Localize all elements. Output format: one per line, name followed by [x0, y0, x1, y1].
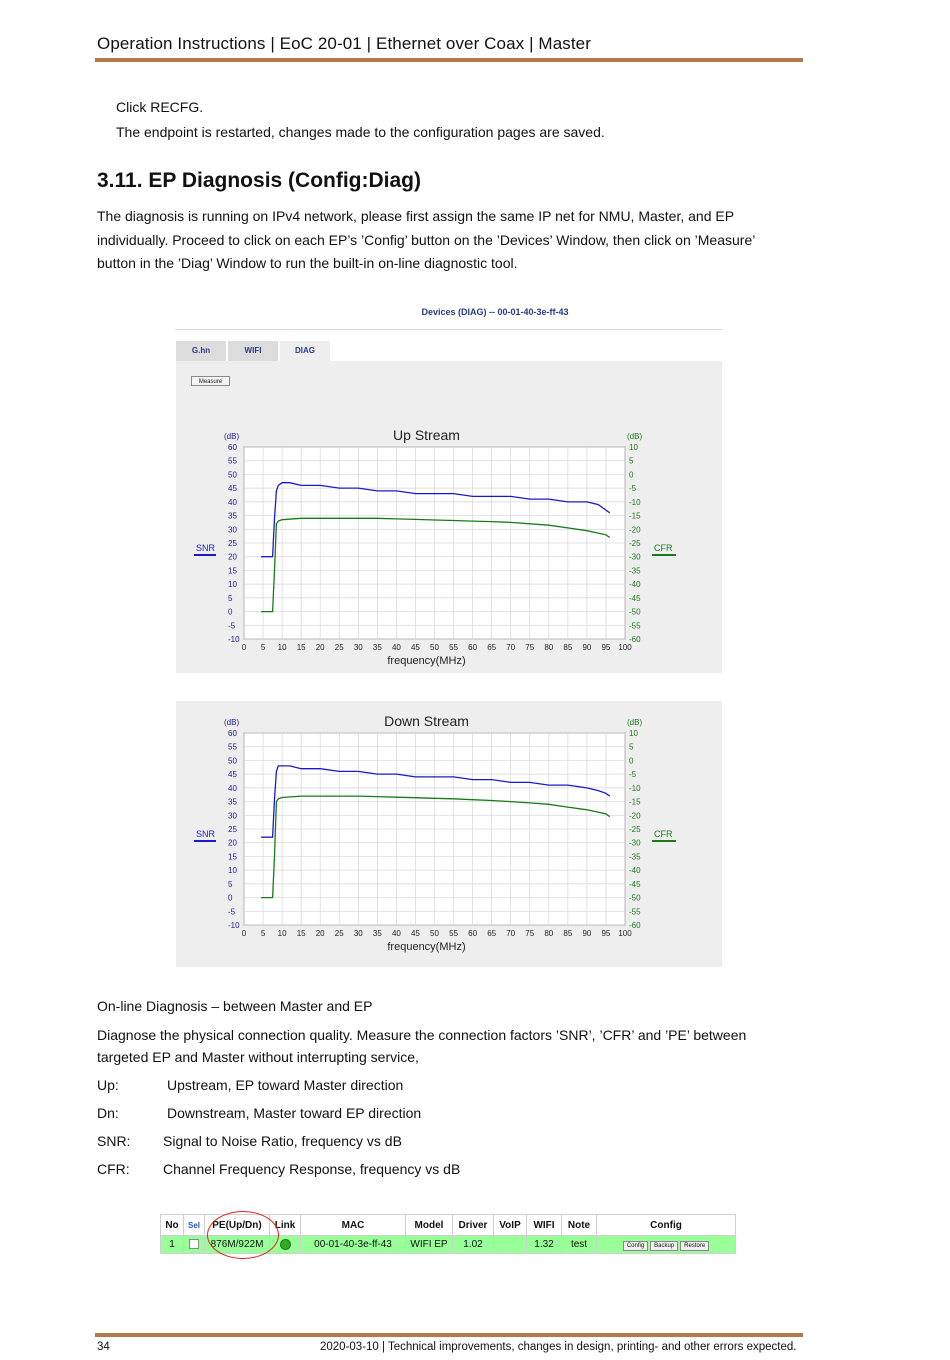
table-row[interactable]	[161, 1236, 736, 1254]
cell-link	[270, 1236, 301, 1254]
y-left-unit: (dB)	[224, 432, 240, 441]
y-left-tick-label: 25	[228, 539, 237, 548]
cell-mac: 00-01-40-3e-ff-43	[301, 1236, 406, 1254]
definition-term: Up:	[97, 1077, 119, 1093]
x-tick-label: 10	[277, 929, 287, 938]
x-tick-label: 85	[563, 929, 573, 938]
y-left-tick-label: 35	[228, 797, 237, 807]
col-note: Note	[562, 1215, 597, 1236]
x-tick-label: 0	[241, 929, 247, 938]
cell-config	[597, 1236, 736, 1254]
tab-diag[interactable]: DIAG	[280, 341, 330, 361]
definition-desc: Downstream, Master toward EP direction	[167, 1105, 422, 1121]
online-diagnosis-subtitle: On-line Diagnosis – between Master and EP	[97, 998, 373, 1014]
y-right-tick-label: -10	[629, 783, 641, 793]
cell-driver: 1.02	[453, 1236, 494, 1254]
diagnose-paragraph: Diagnose the physical connection quality. Measure the connection factors ’SNR’, ’CFR’ and ’PE’ between targeted EP and Master without interrupting service,	[97, 1027, 747, 1065]
col-pe: PE(Up/Dn)	[205, 1215, 270, 1236]
y-left-tick-label: -5	[228, 621, 236, 631]
y-left-tick-label: 35	[228, 511, 237, 521]
y-left-tick-label: 40	[228, 497, 237, 507]
section-paragraph: The diagnosis is running on IPv4 network, please first assign the same IP net for NMU, Master, and EP individually. Proceed to click on each EP’s ’Config’ button on the ’Devices’ Window, then click on ’Measure’ button in the ’Diag’ Window to run the built-in on-line diagnostic tool.	[97, 208, 755, 271]
y-right-tick-label: -60	[629, 921, 641, 930]
cell-no: 1	[161, 1236, 184, 1254]
x-tick-label: 50	[430, 929, 439, 938]
device-table	[160, 1214, 736, 1254]
col-sel: Sel	[184, 1215, 205, 1236]
definition-dn	[97, 1105, 697, 1125]
table-header-row	[161, 1215, 736, 1236]
select-checkbox[interactable]	[189, 1239, 199, 1249]
y-left-tick-label: 0	[228, 893, 233, 903]
y-left-tick-label: 15	[228, 566, 237, 576]
restore-button[interactable]: Restore	[680, 1241, 709, 1251]
x-tick-label: 35	[372, 643, 382, 652]
devices-tab-bar	[176, 341, 722, 361]
col-mac: MAC	[301, 1215, 406, 1236]
chart-title: Down Stream	[384, 713, 469, 729]
y-right-tick-label: -15	[629, 797, 641, 807]
x-tick-label: 100	[618, 643, 632, 652]
y-right-tick-label: 10	[629, 443, 638, 452]
legend-cfr-label: CFR	[654, 543, 673, 553]
legend-snr-label: SNR	[196, 829, 216, 839]
y-left-tick-label: 20	[228, 552, 237, 562]
downstream-chart	[176, 706, 722, 967]
devices-window-title: Devices (DIAG) -- 00-01-40-3e-ff-43	[421, 307, 569, 317]
y-right-tick-label: 0	[629, 756, 634, 766]
y-left-tick-label: 5	[228, 593, 233, 603]
x-tick-label: 55	[449, 643, 459, 652]
page-number: 34	[97, 1341, 110, 1353]
y-right-tick-label: -40	[629, 580, 641, 590]
x-tick-label: 20	[315, 643, 325, 652]
y-left-tick-label: -10	[228, 921, 240, 930]
x-tick-label: 45	[410, 929, 420, 938]
y-right-tick-label: -25	[629, 539, 641, 548]
y-right-tick-label: -50	[629, 607, 641, 617]
y-right-tick-label: -45	[629, 879, 641, 889]
cell-wifi: 1.32	[527, 1236, 562, 1254]
y-left-tick-label: 55	[228, 742, 237, 752]
y-right-tick-label: -35	[629, 566, 641, 576]
col-driver: Driver	[453, 1215, 494, 1236]
y-right-tick-label: -5	[629, 484, 637, 494]
y-left-tick-label: 30	[228, 811, 237, 821]
intro-line-2: The endpoint is restarted, changes made to the configuration pages are saved.	[116, 124, 605, 140]
x-tick-label: 55	[449, 929, 459, 938]
x-tick-label: 30	[353, 929, 363, 938]
x-tick-label: 65	[487, 929, 497, 938]
measure-button[interactable]: Measure	[191, 376, 230, 386]
y-right-tick-label: -10	[629, 497, 641, 507]
x-tick-label: 0	[241, 643, 247, 652]
y-right-tick-label: -30	[629, 838, 641, 848]
col-wifi: WIFI	[527, 1215, 562, 1236]
y-left-tick-label: 45	[228, 484, 237, 494]
x-tick-label: 75	[525, 929, 535, 938]
x-tick-label: 90	[582, 929, 592, 938]
y-left-unit: (dB)	[224, 718, 240, 727]
x-tick-label: 60	[468, 929, 478, 938]
y-right-unit: (dB)	[627, 718, 643, 727]
y-right-tick-label: -20	[629, 811, 641, 821]
x-axis-label: frequency(MHz)	[387, 941, 466, 953]
definition-snr	[97, 1133, 697, 1153]
x-tick-label: 50	[430, 643, 439, 652]
x-tick-label: 40	[391, 643, 401, 652]
y-right-tick-label: 0	[629, 470, 634, 480]
y-left-tick-label: 60	[228, 443, 237, 452]
x-tick-label: 100	[618, 929, 632, 938]
cell-note: test	[562, 1236, 597, 1254]
y-left-tick-label: 50	[228, 470, 237, 480]
y-right-tick-label: -55	[629, 621, 641, 631]
y-right-tick-label: -30	[629, 552, 641, 562]
y-left-tick-label: 10	[228, 866, 237, 876]
y-right-tick-label: 5	[629, 742, 634, 752]
upstream-chart	[176, 420, 722, 673]
y-right-tick-label: -15	[629, 511, 641, 521]
col-config: Config	[597, 1215, 736, 1236]
y-left-tick-label: 15	[228, 852, 237, 862]
footer-rule	[95, 1333, 803, 1337]
x-tick-label: 15	[296, 929, 306, 938]
legend-snr-label: SNR	[196, 543, 216, 553]
y-left-tick-label: 30	[228, 525, 237, 535]
y-left-tick-label: 5	[228, 879, 233, 889]
y-right-tick-label: -60	[629, 635, 641, 644]
y-left-tick-label: 10	[228, 580, 237, 590]
y-left-tick-label: 20	[228, 838, 237, 848]
y-right-tick-label: -40	[629, 866, 641, 876]
cell-sel	[184, 1236, 205, 1254]
y-right-tick-label: -35	[629, 852, 641, 862]
y-right-tick-label: -45	[629, 593, 641, 603]
x-tick-label: 80	[544, 643, 554, 652]
x-tick-label: 25	[334, 929, 344, 938]
definition-term: Dn:	[97, 1105, 119, 1121]
link-status-icon	[280, 1239, 291, 1250]
definition-desc: Channel Frequency Response, frequency vs dB	[163, 1161, 461, 1177]
config-button[interactable]: Config	[623, 1241, 648, 1251]
legend-cfr-label: CFR	[654, 829, 673, 839]
cell-model: WIFI EP	[406, 1236, 453, 1254]
x-tick-label: 95	[601, 929, 611, 938]
devices-separator	[175, 329, 723, 330]
intro-line-1: Click RECFG.	[116, 99, 204, 115]
cell-pe: 876M/922M	[205, 1236, 270, 1254]
y-right-tick-label: -25	[629, 825, 641, 834]
definition-term: SNR:	[97, 1133, 131, 1149]
tab-wifi[interactable]: WIFI	[228, 341, 278, 361]
col-link: Link	[270, 1215, 301, 1236]
x-tick-label: 20	[315, 929, 325, 938]
document-header-title: Operation Instructions | EoC 20-01 | Ethernet over Coax | Master	[97, 34, 591, 53]
backup-button[interactable]: Backup	[650, 1241, 678, 1251]
x-tick-label: 90	[582, 643, 592, 652]
x-tick-label: 5	[260, 643, 266, 652]
y-right-tick-label: -5	[629, 770, 637, 780]
cell-voip	[494, 1236, 527, 1254]
col-model: Model	[406, 1215, 453, 1236]
y-left-tick-label: 0	[228, 607, 233, 617]
x-tick-label: 70	[506, 643, 516, 652]
col-voip: VoIP	[494, 1215, 527, 1236]
x-tick-label: 75	[525, 643, 535, 652]
footer-text: 2020-03-10 | Technical improvements, changes in design, printing- and other errors expected.	[320, 1341, 797, 1353]
y-right-tick-label: 5	[629, 456, 634, 466]
x-tick-label: 15	[296, 643, 306, 652]
y-right-tick-label: 10	[629, 729, 638, 738]
x-tick-label: 65	[487, 643, 497, 652]
x-tick-label: 85	[563, 643, 573, 652]
y-left-tick-label: 50	[228, 756, 237, 766]
x-tick-label: 45	[410, 643, 420, 652]
definition-desc: Upstream, EP toward Master direction	[167, 1077, 404, 1093]
x-tick-label: 60	[468, 643, 478, 652]
x-tick-label: 95	[601, 643, 611, 652]
y-left-tick-label: 25	[228, 825, 237, 834]
x-tick-label: 35	[372, 929, 382, 938]
y-left-tick-label: -5	[228, 907, 236, 917]
section-heading: 3.11. EP Diagnosis (Config:Diag)	[97, 169, 422, 192]
x-tick-label: 40	[391, 929, 401, 938]
y-left-tick-label: 45	[228, 770, 237, 780]
x-tick-label: 25	[334, 643, 344, 652]
definition-cfr	[97, 1161, 697, 1181]
definition-up	[97, 1077, 697, 1097]
chart-title: Up Stream	[393, 427, 460, 443]
y-left-tick-label: 55	[228, 456, 237, 466]
y-right-tick-label: -50	[629, 893, 641, 903]
definition-desc: Signal to Noise Ratio, frequency vs dB	[163, 1133, 402, 1149]
y-right-tick-label: -55	[629, 907, 641, 917]
x-tick-label: 5	[260, 929, 266, 938]
y-left-tick-label: 60	[228, 729, 237, 738]
y-left-tick-label: -10	[228, 635, 240, 644]
x-axis-label: frequency(MHz)	[387, 655, 466, 667]
x-tick-label: 10	[277, 643, 287, 652]
y-right-tick-label: -20	[629, 525, 641, 535]
col-no: No	[161, 1215, 184, 1236]
y-right-unit: (dB)	[627, 432, 643, 441]
x-tick-label: 70	[506, 929, 516, 938]
x-tick-label: 30	[353, 643, 363, 652]
y-left-tick-label: 40	[228, 783, 237, 793]
tab-ghn[interactable]: G.hn	[176, 341, 226, 361]
header-rule	[95, 58, 803, 62]
x-tick-label: 80	[544, 929, 554, 938]
definition-term: CFR:	[97, 1161, 130, 1177]
